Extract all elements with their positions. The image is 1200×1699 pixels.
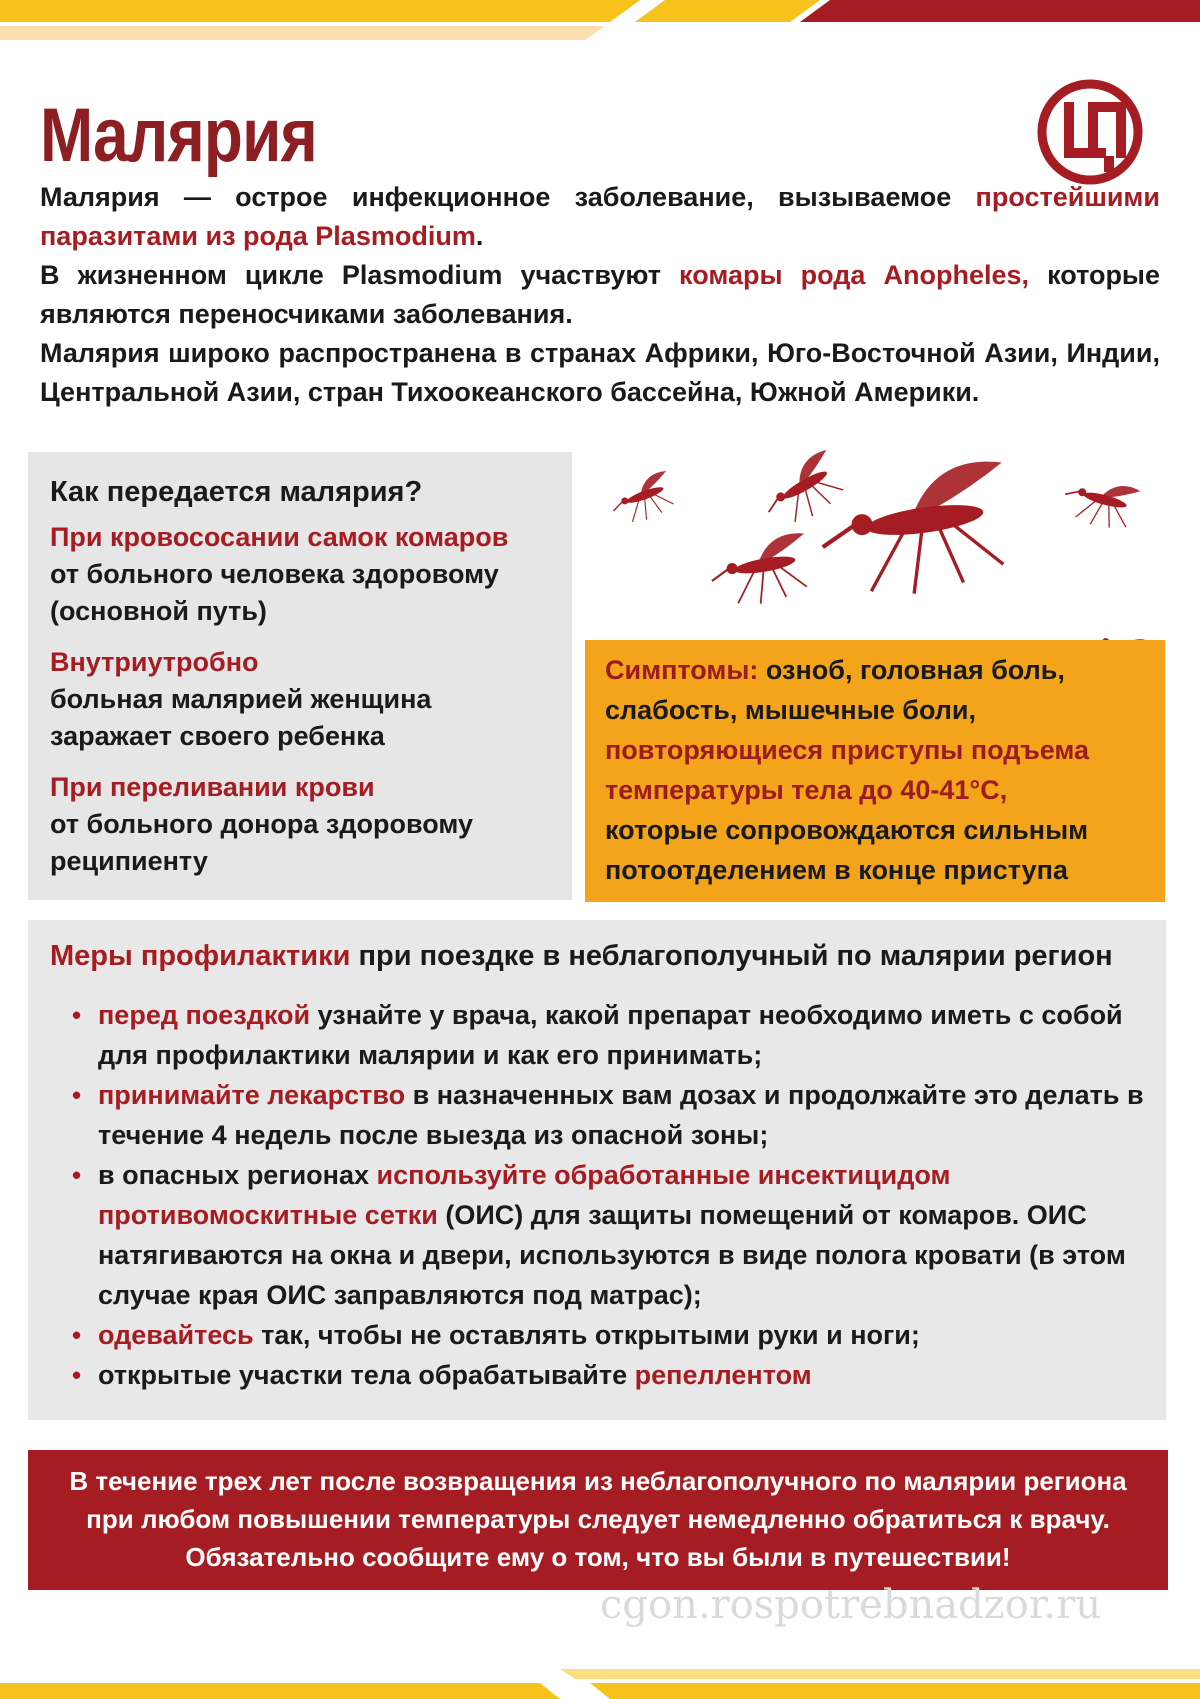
transmission-panel xyxy=(28,452,572,900)
symptoms-text-1: озноб, головная боль, слабость, мышечные боли, xyxy=(605,655,1065,725)
intro-text xyxy=(40,178,1160,412)
transmission-item-highlight: При кровососании самок комаров xyxy=(50,522,509,552)
mosquito-icon xyxy=(606,470,679,530)
warning-line: В течение трех лет после возвращения из неблагополучного по малярии региона xyxy=(69,1466,1127,1496)
intro-paragraph-2 xyxy=(40,256,1160,334)
mosquito-icon xyxy=(706,531,815,611)
transmission-item-text: больная малярией женщина заражает своего ребенка xyxy=(50,684,432,751)
bullet-icon: • xyxy=(72,1320,82,1350)
transmission-item-highlight: При переливании крови xyxy=(50,772,375,802)
list-item-text: (ОИС) для защиты помещений от комаров. ОИС натягиваются на окна и двери, используются в виде полога кровати (в этом случае края ОИС заправляются под матрас); xyxy=(98,1200,1126,1310)
prevention-heading-text: при поездке в неблагополучный по малярии регион xyxy=(350,940,1113,972)
list-item-pre: в опасных регионах xyxy=(98,1160,377,1190)
mosquito-icon xyxy=(814,459,1018,606)
bullet-icon: • xyxy=(72,1360,82,1390)
list-item xyxy=(72,1315,1144,1355)
list-item-text: узнайте у врача, какой препарат необходимо иметь с собой для профилактики малярии и как его принимать; xyxy=(98,1000,1123,1070)
prevention-list xyxy=(50,995,1144,1395)
transmission-item-text: от больного донора здоровому реципиенту xyxy=(50,809,473,876)
transmission-item-highlight: Внутриутробно xyxy=(50,647,259,677)
intro-p2-text: В жизненном цикле Plasmodium участвуют xyxy=(40,260,680,290)
warning-banner xyxy=(28,1450,1168,1590)
list-item-text: в назначенных вам дозах и продолжайте это делать в течение 4 недель после выезда из опасной зоны; xyxy=(98,1080,1144,1150)
symptoms-panel xyxy=(585,640,1165,902)
list-item-highlight: принимайте лекарство xyxy=(98,1080,406,1110)
symptoms-highlight: повторяющиеся приступы подъема температуры тела до 40-41°С, xyxy=(605,735,1090,805)
list-item-highlight: перед поездкой xyxy=(98,1000,311,1030)
list-item-pre: открытые участки тела обрабатывайте xyxy=(98,1360,635,1390)
bullet-icon: • xyxy=(72,1000,82,1030)
watermark-url: cgon.rospotrebnadzor.ru xyxy=(600,1582,1102,1628)
list-item xyxy=(72,995,1144,1075)
transmission-item-text: от больного человека здоровому (основной путь) xyxy=(50,559,499,626)
page-title: Малярия xyxy=(40,93,317,178)
mosquito-illustration xyxy=(585,450,1165,670)
intro-paragraph-1 xyxy=(40,178,1160,256)
top-stripe-yellow xyxy=(0,0,1200,40)
prevention-heading-highlight: Меры профилактики xyxy=(50,940,351,972)
intro-p1-highlight: простейшими паразитами из рода Plasmodium xyxy=(40,182,1160,251)
transmission-item xyxy=(50,519,550,630)
bottom-stripes-graphic xyxy=(0,1655,1200,1699)
warning-line: Обязательно сообщите ему о том, что вы были в путешествии! xyxy=(185,1542,1011,1572)
intro-p2-highlight: комары рода Anopheles, xyxy=(679,260,1030,290)
list-item xyxy=(72,1355,1144,1395)
list-item xyxy=(72,1075,1144,1155)
intro-p1-text: Малярия — острое инфекционное заболевание, вызываемое xyxy=(40,182,976,212)
top-stripes-graphic xyxy=(0,0,1200,40)
transmission-item xyxy=(50,644,550,755)
bullet-icon: • xyxy=(72,1160,82,1190)
prevention-heading xyxy=(50,940,1144,973)
intro-paragraph-3: Малярия широко распространена в странах Африки, Юго-Восточной Азии, Индии, Центральной Азии, стран Тихоокеанского бассейна, Южной Америки. xyxy=(40,338,1160,407)
mosquito-icon xyxy=(755,450,851,534)
symptoms-label: Симптомы: xyxy=(605,655,759,685)
list-item-highlight: используйте обработанные инсектицидом противомоскитные сетки xyxy=(98,1160,951,1230)
symptoms-text-2: которые сопровождаются сильным потоотделением в конце приступа xyxy=(605,815,1089,885)
intro-p2-text-end: которые являются переносчиками заболевания. xyxy=(40,260,1161,329)
transmission-heading: Как передается малярия? xyxy=(50,476,423,508)
warning-line: при любом повышении температуры следует немедленно обратиться к врачу. xyxy=(86,1504,1110,1534)
list-item-highlight: репеллентом xyxy=(634,1360,812,1390)
bullet-icon: • xyxy=(72,1080,82,1110)
cgon-logo-icon xyxy=(1030,78,1150,188)
transmission-item xyxy=(50,769,550,880)
bottom-stripe xyxy=(0,1655,1200,1699)
prevention-panel xyxy=(28,920,1166,1420)
mosquito-icon xyxy=(1059,471,1141,534)
intro-p1-end: . xyxy=(475,221,484,251)
list-item-text: так, чтобы не оставлять открытыми руки и ноги; xyxy=(253,1320,920,1350)
list-item xyxy=(72,1155,1144,1315)
list-item-highlight: одевайтесь xyxy=(98,1320,254,1350)
